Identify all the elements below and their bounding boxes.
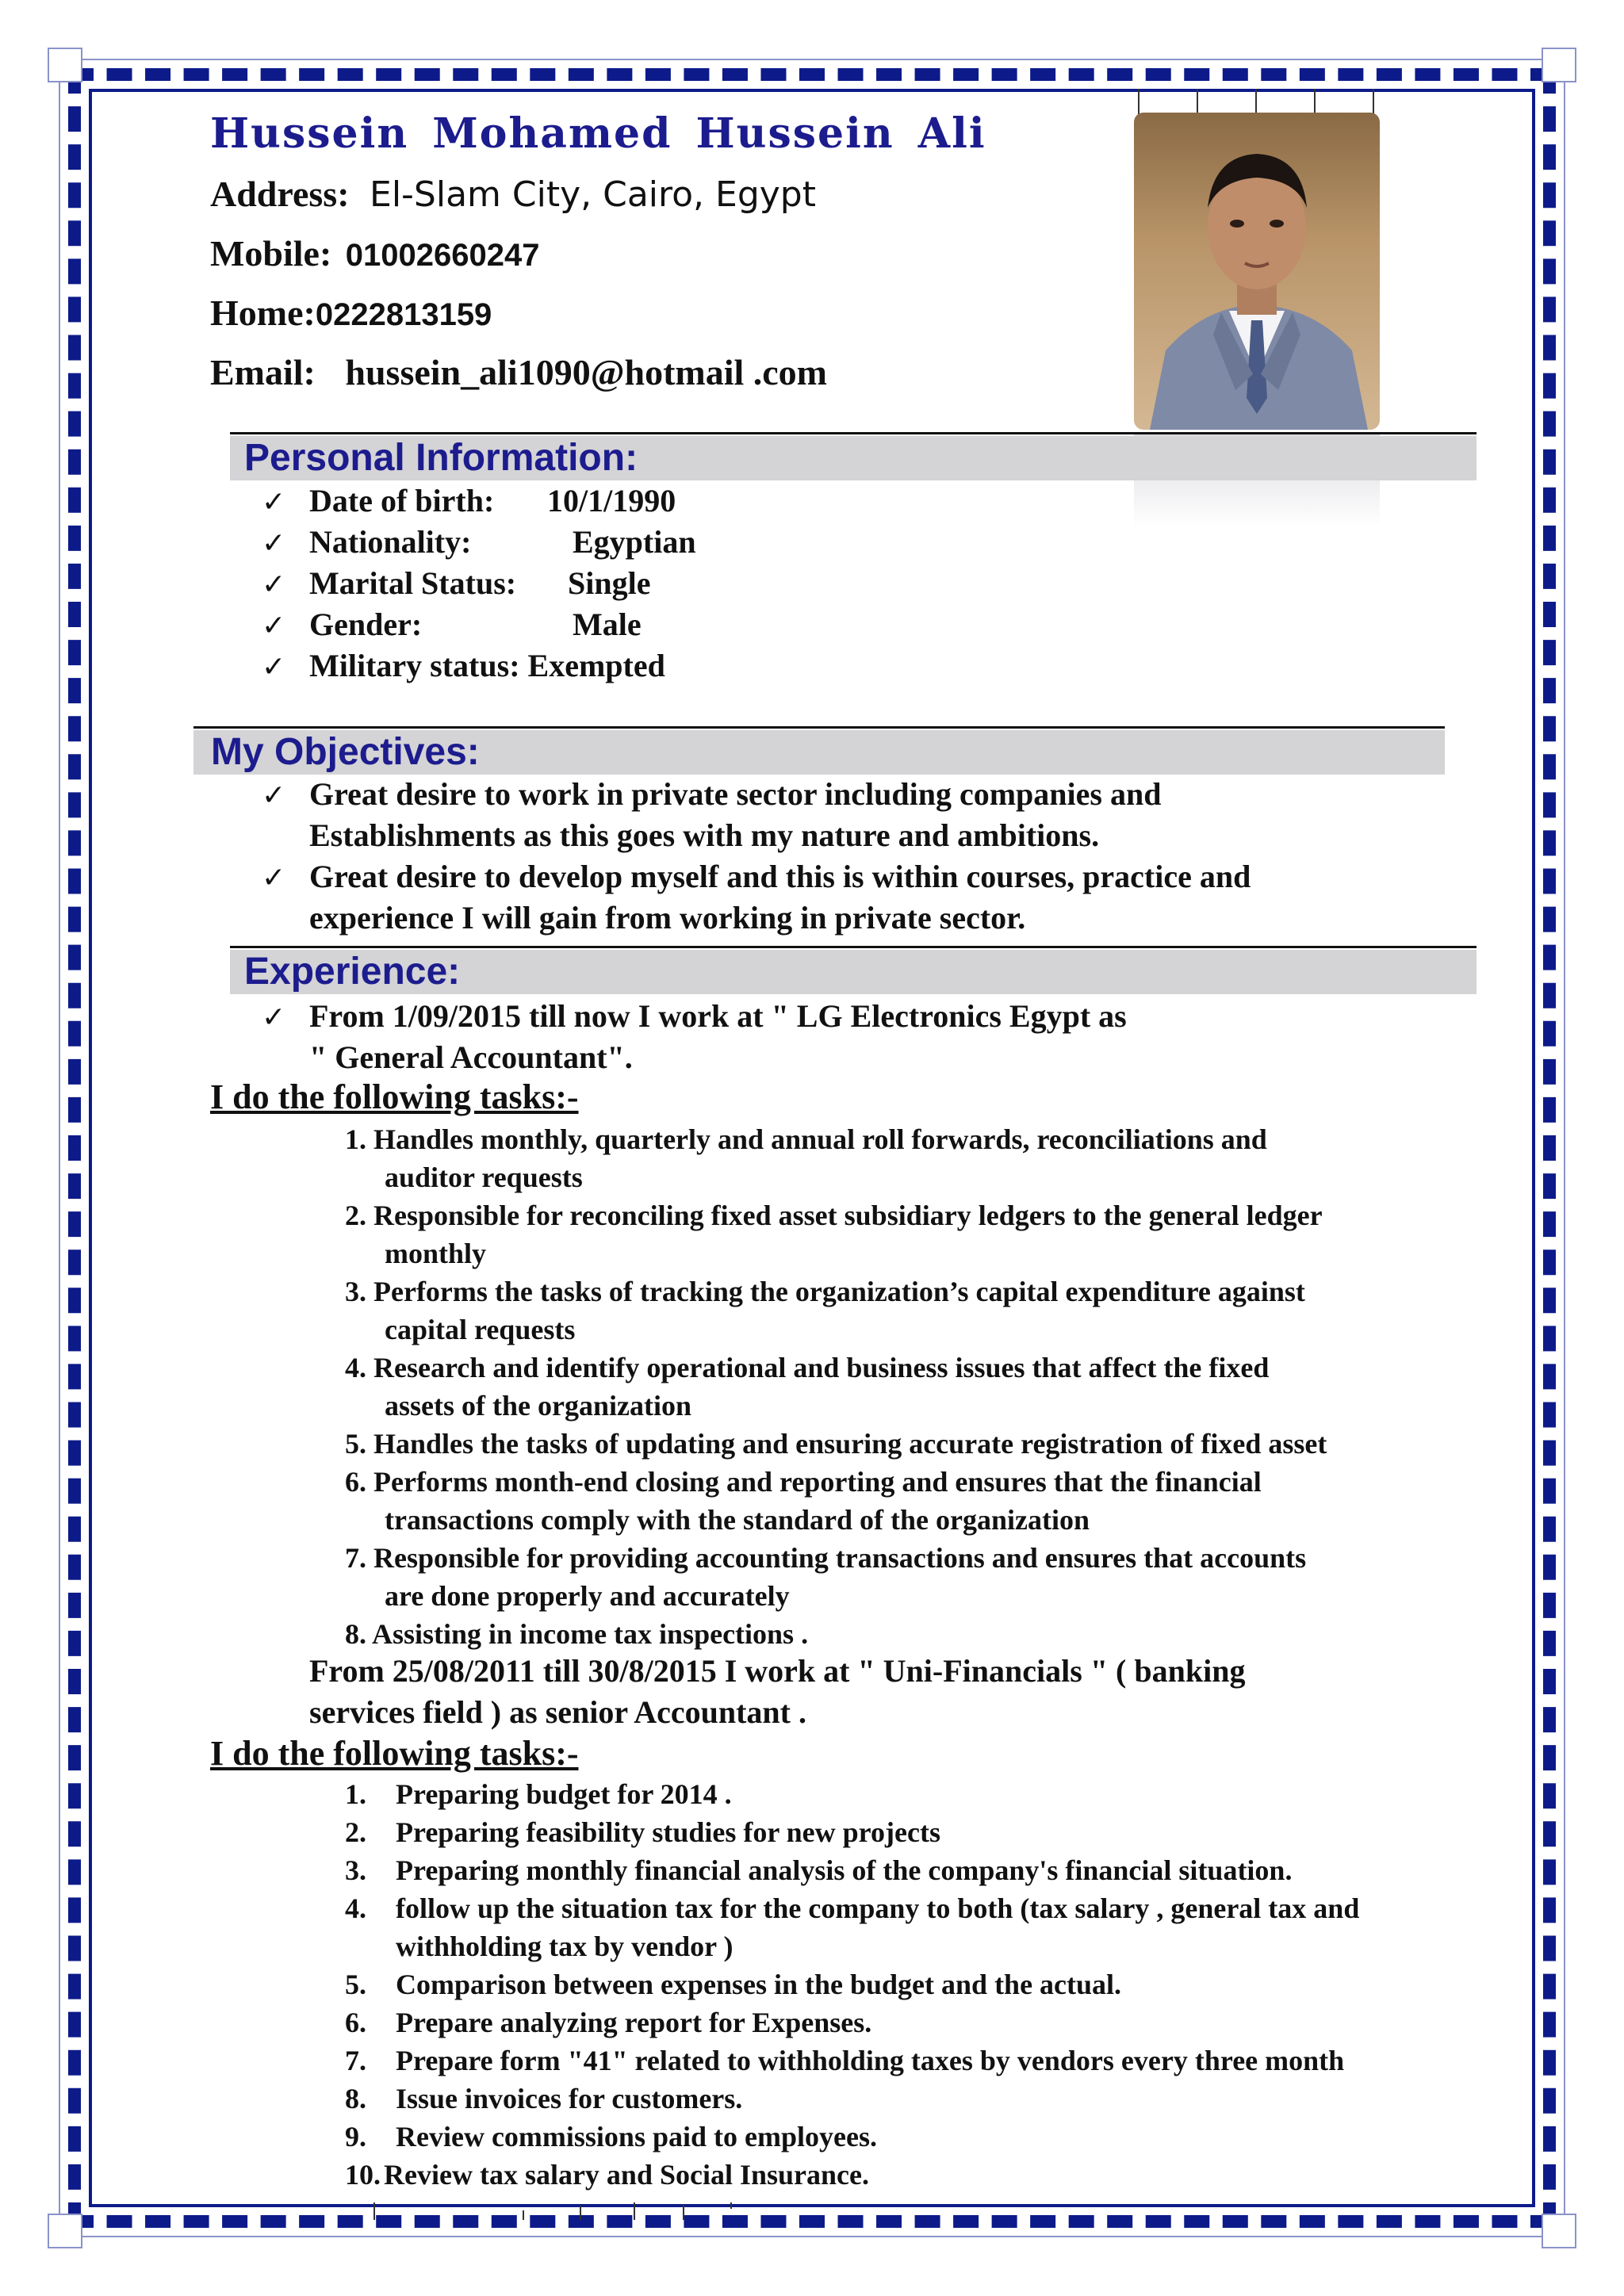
list-item: Date of birth: 10/1/1990 xyxy=(309,483,676,519)
list-item: 9. Review commissions paid to employees. xyxy=(345,2121,877,2152)
list-item: 1. Handles monthly, quarterly and annual roll forwards, reconciliations and xyxy=(345,1123,1267,1155)
list-item-cont: capital requests xyxy=(385,1314,576,1345)
mobile-label: Mobile: xyxy=(210,233,332,274)
list-item: Military status: Exempted xyxy=(309,648,665,683)
corner-ornament xyxy=(1542,2214,1576,2248)
candidate-name: Hussein Mohamed Hussein Ali xyxy=(210,109,986,158)
email-value: hussein_ali1090@hotmail .com xyxy=(345,352,828,392)
list-item: 7. Responsible for providing accounting transactions and ensures that accounts xyxy=(345,1542,1307,1574)
check-icon: ✓ xyxy=(262,651,286,683)
home-row xyxy=(210,292,492,334)
corner-ornament xyxy=(48,2214,82,2248)
list-item: 5. Handles the tasks of updating and ensuring accurate registration of fixed asset xyxy=(345,1428,1327,1460)
list-item: 6. Performs month-end closing and reporting and ensures that the financial xyxy=(345,1466,1262,1498)
objective-line: Great desire to develop myself and this is within courses, practice and xyxy=(309,859,1251,894)
section-title-personal: Personal Information: xyxy=(244,437,638,479)
list-item: 2. Preparing feasibility studies for new projects xyxy=(345,1816,940,1848)
check-icon: ✓ xyxy=(262,568,286,600)
job2-line: From 25/08/2011 till 30/8/2015 I work at " Uni-Financials " ( banking xyxy=(309,1653,1246,1689)
list-item: 6. Prepare analyzing report for Expenses. xyxy=(345,2007,872,2038)
list-item: 10. Review tax salary and Social Insurance. xyxy=(345,2159,869,2191)
objective-line: Establishments as this goes with my nature and ambitions. xyxy=(309,817,1100,853)
section-divider xyxy=(193,726,1445,729)
tasks-heading: I do the following tasks:- xyxy=(210,1077,579,1116)
list-item: Gender: Male xyxy=(309,607,642,642)
mobile-value: 01002660247 xyxy=(345,238,540,273)
check-icon: ✓ xyxy=(262,527,286,559)
check-icon: ✓ xyxy=(262,779,286,811)
corner-ornament xyxy=(48,48,82,82)
mobile-row xyxy=(210,232,540,274)
photo-frame-ticks xyxy=(1136,89,1378,114)
list-item: 3. Preparing monthly financial analysis of the company's financial situation. xyxy=(345,1854,1293,1886)
home-value: 0222813159 xyxy=(315,297,492,332)
list-item-cont: withholding tax by vendor ) xyxy=(396,1931,733,1962)
list-item: 1. Preparing budget for 2014 . xyxy=(345,1778,732,1810)
list-item: 5. Comparison between expenses in the budget and the actual. xyxy=(345,1969,1122,2000)
job1-line: From 1/09/2015 till now I work at " LG Electronics Egypt as xyxy=(309,998,1127,1034)
home-label: Home: xyxy=(210,293,316,333)
list-item-cont: assets of the organization xyxy=(385,1390,691,1422)
list-item-cont: transactions comply with the standard of the organization xyxy=(385,1504,1090,1536)
section-divider xyxy=(230,946,1477,948)
job2-line: services field ) as senior Accountant . xyxy=(309,1694,806,1730)
section-divider xyxy=(230,432,1477,434)
corner-ornament xyxy=(1542,48,1576,82)
list-item: 8. Issue invoices for customers. xyxy=(345,2083,743,2114)
list-item: 7. Prepare form "41" related to withholding taxes by vendors every three month xyxy=(345,2045,1345,2076)
check-icon: ✓ xyxy=(262,1001,286,1033)
list-item: 2. Responsible for reconciling fixed asset subsidiary ledgers to the general ledger xyxy=(345,1200,1323,1231)
job1-line: " General Accountant". xyxy=(309,1039,633,1075)
address-label: Address: xyxy=(210,174,350,214)
check-icon: ✓ xyxy=(262,486,286,518)
section-title-experience: Experience: xyxy=(244,951,461,993)
address-row xyxy=(210,173,816,215)
list-item-cont: monthly xyxy=(385,1238,487,1269)
address-value: El-Slam City, Cairo, Egypt xyxy=(370,174,816,215)
check-icon: ✓ xyxy=(262,610,286,641)
objective-line: experience I will gain from working in private sector. xyxy=(309,900,1026,936)
section-title-objectives: My Objectives: xyxy=(211,731,480,773)
list-item-cont: auditor requests xyxy=(385,1161,583,1193)
list-item: Marital Status: Single xyxy=(309,565,651,601)
list-item: 4. follow up the situation tax for the company to both (tax salary , general tax and xyxy=(345,1892,1360,1924)
tasks-heading: I do the following tasks:- xyxy=(210,1734,579,1773)
list-item-cont: are done properly and accurately xyxy=(385,1580,790,1612)
list-item: 4. Research and identify operational and business issues that affect the fixed xyxy=(345,1352,1270,1383)
profile-photo xyxy=(1134,113,1380,430)
list-item: 3. Performs the tasks of tracking the organization’s capital expenditure against xyxy=(345,1276,1305,1307)
email-row xyxy=(210,351,827,393)
email-label: Email: xyxy=(210,352,316,392)
objective-line: Great desire to work in private sector including companies and xyxy=(309,776,1162,812)
footer-tick-marks xyxy=(373,2202,737,2221)
check-icon: ✓ xyxy=(262,862,286,894)
list-item: 8. Assisting in income tax inspections . xyxy=(345,1618,809,1650)
list-item: Nationality: Egyptian xyxy=(309,524,696,560)
